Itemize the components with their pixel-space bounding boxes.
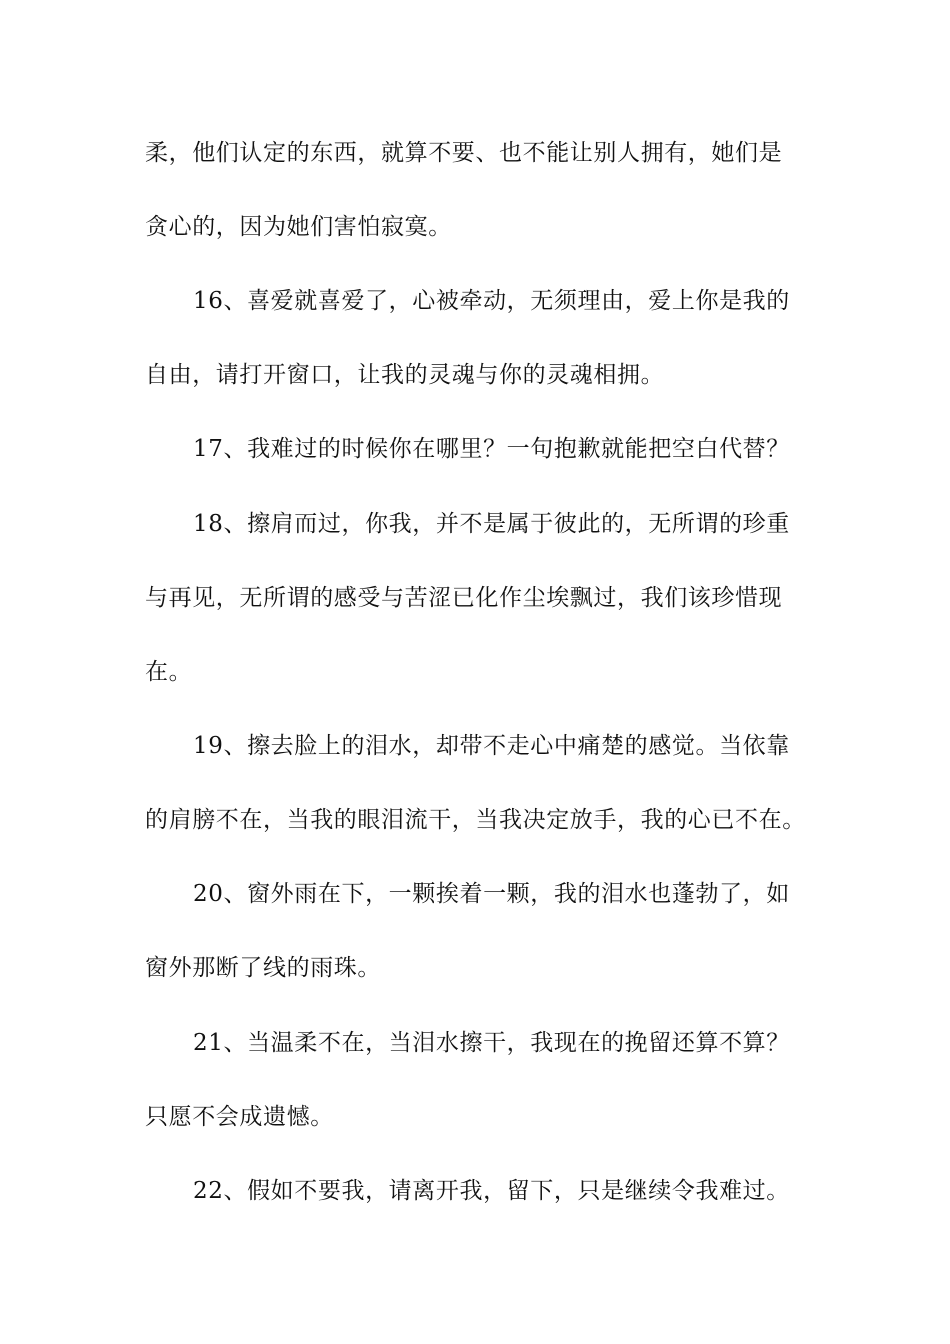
text-line: 的肩膀不在，当我的眼泪流干，当我决定放手，我的心已不在。 xyxy=(145,807,806,833)
text-line: 只愿不会成遗憾。 xyxy=(145,1104,334,1130)
text-line: 17、我难过的时候你在哪里？一句抱歉就能把空白代替？ xyxy=(193,436,790,462)
text-line: 16、喜爱就喜爱了，心被牵动，无须理由，爱上你是我的 xyxy=(193,288,790,314)
text-line: 贪心的，因为她们害怕寂寞。 xyxy=(145,214,452,240)
text-line: 22、假如不要我，请离开我，留下，只是继续令我难过。 xyxy=(193,1178,790,1204)
text-line: 18、擦肩而过，你我，并不是属于彼此的，无所谓的珍重 xyxy=(193,511,790,537)
text-line: 19、擦去脸上的泪水，却带不走心中痛楚的感觉。当依靠 xyxy=(193,733,790,759)
text-line: 21、当温柔不在，当泪水擦干，我现在的挽留还算不算？ xyxy=(193,1030,790,1056)
text-line: 与再见，无所谓的感受与苦涩已化作尘埃飘过，我们该珍惜现 xyxy=(145,585,783,611)
text-line: 自由，请打开窗口，让我的灵魂与你的灵魂相拥。 xyxy=(145,362,665,388)
text-line: 在。 xyxy=(145,659,193,685)
text-line: 柔，他们认定的东西，就算不要、也不能让别人拥有，她们是 xyxy=(145,140,783,166)
text-line: 20、窗外雨在下，一颗挨着一颗，我的泪水也蓬勃了，如 xyxy=(193,881,790,907)
text-line: 窗外那断了线的雨珠。 xyxy=(145,955,381,981)
